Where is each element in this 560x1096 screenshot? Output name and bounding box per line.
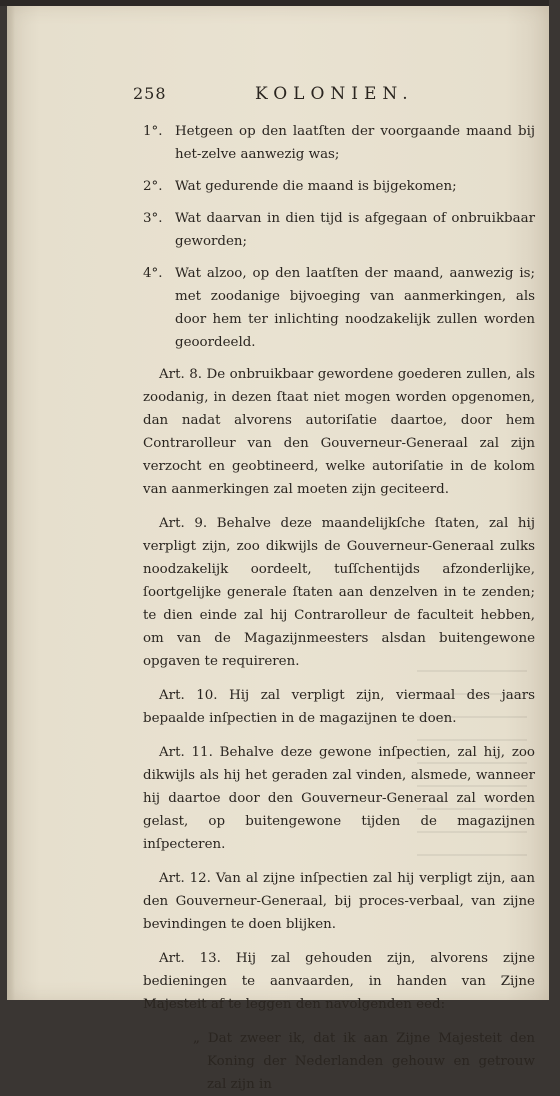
list-item-number: 3°. <box>143 211 163 226</box>
scan-right-edge <box>549 0 560 1000</box>
article-12: Art. 12. Van al zijne inſpectien zal hij verpligt zijn, aan den Gouverneur-Generaal, bij proces-verbaal, van zijne bevindingen te doen blijken. <box>143 871 535 932</box>
page-header <box>7 84 549 108</box>
page-body <box>143 120 535 1096</box>
list-item-text: Wat daarvan in dien tijd is afgegaan of onbruikbaar geworden; <box>175 211 535 249</box>
list-item <box>143 207 535 253</box>
list-item <box>143 262 535 354</box>
article-13: Art. 13. Hij zal gehouden zijn, alvorens zijne bedieningen te aanvaarden, in handen van Zijne Majesteit af te leggen den navolgenden eed: <box>143 951 535 1012</box>
list-item-number: 4°. <box>143 266 163 281</box>
article-9: Art. 9. Behalve deze maandelijkſche ſtaten, zal hij verpligt zijn, zoo dikwijls de Gouverneur-Generaal zulks noodzakelijk oordeelt, tuſſchentijds afzonderlijke, ſoortgelijke generale ſtaten aan denzelven in te zenden; te dien einde zal hij Contrarolleur de faculteit hebben, om van de Magazijnmeesters alsdan buitengewone opgaven te requireren. <box>143 516 535 669</box>
oath-line: „ Dat zweer ik, dat ik aan Zijne Majesteit den Koning der Nederlanden gehouw en getrouw zal zijn in <box>193 1031 535 1092</box>
list-item-number: 2°. <box>143 179 163 194</box>
page-number: 258 <box>133 84 167 103</box>
article-8: Art. 8. De onbruikbaar gewordene goederen zullen, als zoodanig, in dezen ſtaat niet mogen worden opgenomen, dan nadat alvorens autoriſatie daartoe, door hem Contrarolleur van den Gouverneur-Generaal zal zijn verzocht en geobtineerd, welke autoriſatie in de kolom van aanmerkingen zal moeten zijn geciteerd. <box>143 367 535 497</box>
list-item-number: 1°. <box>143 124 163 139</box>
article-10: Art. 10. Hij zal verpligt zijn, viermaal des jaars bepaalde inſpectien in de magazijnen te doen. <box>143 688 535 726</box>
page-gutter-shadow <box>7 6 15 1000</box>
book-page <box>7 6 549 1092</box>
list-item <box>143 175 535 198</box>
list-item-text: Wat alzoo, op den laatſten der maand, aanwezig is; met zoodanige bijvoeging van aanmerkingen, als door hem ter inlichting noodzakelijk zullen worden geoordeeld. <box>175 266 535 350</box>
running-title: KOLONIEN. <box>255 84 414 104</box>
list-item <box>143 120 535 166</box>
article-11: Art. 11. Behalve deze gewone inſpectien, zal hij, zoo dikwijls als hij het geraden zal vinden, alsmede, wanneer hij daartoe door den Gouverneur-Generaal zal worden gelast, op buitengewone tijden de magazijnen inſpecteren. <box>143 745 535 852</box>
list-item-text: Wat gedurende die maand is bijgekomen; <box>175 179 457 194</box>
oath-quote <box>143 1027 535 1096</box>
list-item-text: Hetgeen op den laatſten der voorgaande maand bij het-zelve aanwezig was; <box>175 124 535 162</box>
